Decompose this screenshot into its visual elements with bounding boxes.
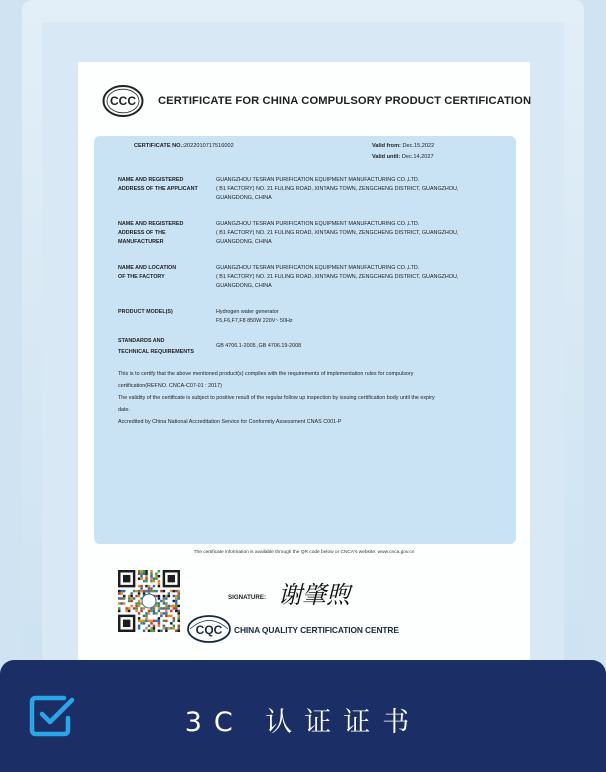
- qr-module: [140, 620, 142, 622]
- qr-module: [143, 622, 145, 624]
- qr-module: [163, 612, 165, 614]
- qr-module: [163, 597, 165, 599]
- qr-module: [140, 577, 142, 579]
- qr-module: [158, 620, 160, 622]
- qr-module: [148, 610, 150, 612]
- statement-line: This is to certify that the above mentioned product(s) complies with the requirements of implementation rules for compulsory: [118, 371, 414, 377]
- qr-module: [158, 582, 160, 584]
- label-line: PRODUCT MODEL(S): [118, 309, 173, 315]
- qr-module: [150, 590, 152, 592]
- qr-module: [125, 607, 127, 609]
- valid-until-value: Dec.14,2027: [401, 154, 434, 160]
- qr-module: [178, 630, 180, 632]
- qr-module: [165, 630, 167, 632]
- qr-module: [158, 630, 160, 632]
- qr-module: [118, 610, 120, 612]
- qr-module: [153, 625, 155, 627]
- qr-module: [163, 600, 165, 602]
- qr-module: [135, 607, 137, 609]
- label-line: STANDARDS AND: [118, 338, 165, 344]
- valid-until-label: Valid until:: [372, 154, 401, 160]
- qr-module: [178, 605, 180, 607]
- qr-module: [130, 600, 132, 602]
- qr-module: [178, 617, 180, 619]
- qr-module: [165, 627, 167, 629]
- qr-module: [130, 597, 132, 599]
- qr-module: [170, 590, 172, 592]
- qr-module: [133, 607, 135, 609]
- qr-module: [178, 590, 180, 592]
- qr-module: [143, 615, 145, 617]
- qr-module: [143, 607, 145, 609]
- qr-module: [158, 580, 160, 582]
- value-line: ( B1 FACTORY) NO. 21 FULING ROAD, XINTANG TOWN, ZENGCHENG DISTRICT, GUANGZHOU,: [216, 274, 459, 281]
- qr-module: [150, 587, 152, 589]
- qr-module: [170, 627, 172, 629]
- qr-module: [143, 570, 145, 572]
- qr-module: [145, 627, 147, 629]
- certificate-details-panel: [94, 136, 516, 544]
- qr-module: [148, 625, 150, 627]
- qr-module: [150, 575, 152, 577]
- qr-module: [145, 585, 147, 587]
- qr-module: [138, 602, 140, 604]
- qr-module: [118, 597, 120, 599]
- qr-module: [118, 592, 120, 594]
- certificate-header: [78, 84, 530, 124]
- qr-module: [173, 595, 175, 597]
- qr-module: [125, 610, 127, 612]
- qr-module: [118, 590, 120, 592]
- qr-module: [150, 580, 152, 582]
- valid-from-row: [372, 142, 434, 151]
- qr-module: [138, 592, 140, 594]
- ccc-mark-text: CCC: [110, 94, 136, 108]
- qr-module: [150, 630, 152, 632]
- qr-module: [140, 590, 142, 592]
- qr-module: [128, 595, 130, 597]
- qr-module: [155, 612, 157, 614]
- qr-module: [178, 610, 180, 612]
- qr-module: [170, 605, 172, 607]
- qr-module: [158, 597, 160, 599]
- qr-module: [155, 595, 157, 597]
- qr-module: [128, 607, 130, 609]
- qr-module: [153, 607, 155, 609]
- qr-module: [143, 620, 145, 622]
- value-line: GUANGDONG, CHINA: [216, 283, 272, 290]
- qr-module: [123, 602, 125, 604]
- qr-center-logo: [142, 594, 156, 608]
- label-line: OF THE FACTORY: [118, 274, 165, 280]
- standards-label: [118, 336, 206, 358]
- qr-module: [143, 592, 145, 594]
- qr-module: [175, 605, 177, 607]
- value-line: Hydrogen water generator: [216, 309, 279, 315]
- signature-text: 谢肇煦: [278, 581, 350, 609]
- qr-module: [150, 570, 152, 572]
- qr-module: [140, 575, 142, 577]
- qr-module: [163, 607, 165, 609]
- qr-module: [120, 590, 122, 592]
- qr-module: [163, 590, 165, 592]
- valid-from-value: Dec.15,2022: [402, 143, 435, 149]
- qr-module: [155, 590, 157, 592]
- qr-module: [120, 597, 122, 599]
- qr-module: [145, 580, 147, 582]
- cqc-logo-icon: [186, 614, 232, 644]
- qr-module: [163, 620, 165, 622]
- qr-module: [138, 625, 140, 627]
- cert-no-value: 2022010717516002: [183, 143, 234, 149]
- qr-module: [165, 612, 167, 614]
- qr-module: [138, 617, 140, 619]
- qr-module: [153, 630, 155, 632]
- qr-footer-note: The certificate information is available through the QR code below or CNCA's website: www.cnca.gov.cn: [193, 550, 415, 555]
- label-line: ADDRESS OF THE: [118, 230, 166, 236]
- qr-module: [168, 607, 170, 609]
- qr-module: [150, 620, 152, 622]
- qr-module: [158, 595, 160, 597]
- qr-module: [178, 625, 180, 627]
- qr-module: [148, 590, 150, 592]
- factory-value: [216, 264, 506, 292]
- qr-module: [153, 610, 155, 612]
- qr-module: [178, 612, 180, 614]
- qr-module: [123, 597, 125, 599]
- qr-module: [150, 577, 152, 579]
- qr-module: [140, 610, 142, 612]
- qr-module: [158, 622, 160, 624]
- qr-module: [155, 572, 157, 574]
- qr-module: [148, 612, 150, 614]
- qr-module: [145, 572, 147, 574]
- qr-module: [168, 592, 170, 594]
- qr-module: [160, 615, 162, 617]
- qr-module: [163, 625, 165, 627]
- qr-module: [133, 597, 135, 599]
- qr-module: [145, 575, 147, 577]
- qr-module: [145, 617, 147, 619]
- qr-module: [138, 572, 140, 574]
- ccc-logo-icon: [102, 84, 144, 118]
- qr-module: [168, 627, 170, 629]
- qr-module: [135, 610, 137, 612]
- qr-finder: [168, 575, 175, 582]
- qr-module: [150, 572, 152, 574]
- qr-module: [163, 627, 165, 629]
- value-line: GUANGZHOU TESRAN PURIFICATION EQUIPMENT MANUFACTURING CO.,LTD.: [216, 177, 420, 183]
- value-line: GUANGDONG, CHINA: [216, 195, 272, 202]
- product-model-value: [216, 308, 506, 326]
- certificate-title: CERTIFICATE FOR CHINA COMPULSORY PRODUCT CERTIFICATION: [158, 95, 532, 107]
- qr-module: [158, 570, 160, 572]
- statement-line: Accredited by China National Accreditation Service for Conformity Assessment CNAS C001-P: [118, 419, 342, 425]
- qr-module: [173, 607, 175, 609]
- qr-module: [143, 580, 145, 582]
- qr-module: [140, 622, 142, 624]
- qr-module: [175, 610, 177, 612]
- qr-module: [130, 595, 132, 597]
- qr-module: [145, 570, 147, 572]
- qr-module: [165, 615, 167, 617]
- certification-statement: [118, 368, 498, 428]
- signature-label: SIGNATURE:: [228, 594, 267, 601]
- qr-module: [158, 575, 160, 577]
- qr-module: [160, 630, 162, 632]
- qr-module: [118, 607, 120, 609]
- qr-module: [173, 620, 175, 622]
- value-line: GUANGDONG, CHINA: [216, 239, 272, 246]
- qr-code-icon[interactable]: [118, 570, 180, 632]
- qr-module: [173, 625, 175, 627]
- qr-module: [155, 577, 157, 579]
- qr-module: [120, 602, 122, 604]
- qr-module: [175, 595, 177, 597]
- manufacturer-label: [118, 220, 206, 247]
- qr-module: [170, 610, 172, 612]
- qr-module: [158, 610, 160, 612]
- qr-module: [165, 602, 167, 604]
- qr-module: [160, 600, 162, 602]
- qr-module: [175, 602, 177, 604]
- statement-line: certification(REFNO. CNCA-C07-01 : 2017): [118, 383, 222, 389]
- qr-module: [165, 620, 167, 622]
- value-line: F5,F6,F7,F8 850W 220V~ 50Hz: [216, 318, 293, 325]
- qr-module: [158, 602, 160, 604]
- label-line: TECHNICAL REQUIREMENTS: [118, 349, 194, 355]
- qr-module: [148, 585, 150, 587]
- value-line: GUANGZHOU TESRAN PURIFICATION EQUIPMENT MANUFACTURING CO.,LTD.: [216, 221, 420, 227]
- qr-module: [123, 590, 125, 592]
- signature-image: [274, 576, 364, 612]
- qr-module: [118, 602, 120, 604]
- qr-module: [135, 605, 137, 607]
- qr-module: [145, 620, 147, 622]
- qr-module: [138, 570, 140, 572]
- qr-module: [158, 605, 160, 607]
- issuer-name: CHINA QUALITY CERTIFICATION CENTRE: [234, 625, 399, 635]
- manufacturer-value: [216, 220, 506, 248]
- label-line: NAME AND REGISTERED: [118, 221, 184, 227]
- qr-module: [158, 585, 160, 587]
- qr-module: [135, 590, 137, 592]
- qr-module: [178, 615, 180, 617]
- qr-module: [138, 612, 140, 614]
- qr-module: [153, 620, 155, 622]
- qr-module: [140, 607, 142, 609]
- qr-module: [175, 590, 177, 592]
- qr-module: [153, 585, 155, 587]
- qr-module: [165, 610, 167, 612]
- qr-module: [153, 580, 155, 582]
- qr-module: [138, 600, 140, 602]
- qr-module: [138, 577, 140, 579]
- qr-module: [178, 595, 180, 597]
- bottom-banner: [0, 660, 606, 772]
- qr-module: [170, 622, 172, 624]
- qr-module: [138, 590, 140, 592]
- qr-module: [120, 592, 122, 594]
- banner-title: 3C 认证证书: [184, 707, 422, 738]
- qr-module: [133, 590, 135, 592]
- qr-module: [138, 605, 140, 607]
- qr-module: [178, 620, 180, 622]
- product-model-label: [118, 308, 206, 317]
- factory-label: [118, 264, 206, 282]
- qr-module: [140, 570, 142, 572]
- qr-module: [175, 597, 177, 599]
- qr-module: [138, 627, 140, 629]
- qr-module: [175, 607, 177, 609]
- label-line: NAME AND REGISTERED: [118, 177, 184, 183]
- qr-module: [153, 612, 155, 614]
- qr-module: [140, 587, 142, 589]
- applicant-label: [118, 176, 206, 194]
- qr-module: [178, 592, 180, 594]
- qr-module: [173, 617, 175, 619]
- qr-finder: [123, 575, 130, 582]
- qr-module: [173, 600, 175, 602]
- standards-value: [216, 342, 506, 351]
- qr-module: [173, 590, 175, 592]
- qr-module: [145, 577, 147, 579]
- qr-module: [135, 602, 137, 604]
- qr-module: [173, 605, 175, 607]
- qr-module: [165, 597, 167, 599]
- qr-finder: [123, 620, 130, 627]
- qr-module: [143, 630, 145, 632]
- applicant-value: [216, 176, 506, 204]
- qr-module: [148, 620, 150, 622]
- qr-module: [173, 627, 175, 629]
- qr-module: [155, 605, 157, 607]
- qr-module: [160, 612, 162, 614]
- qr-module: [143, 572, 145, 574]
- qr-module: [158, 607, 160, 609]
- value-line: GB 4706.1-2005 ,GB 4706.19-2008: [216, 343, 302, 349]
- qr-module: [148, 630, 150, 632]
- qr-module: [160, 607, 162, 609]
- qr-module: [148, 587, 150, 589]
- label-line: ADDRESS OF THE APPLICANT: [118, 186, 198, 192]
- qr-module: [165, 595, 167, 597]
- qr-module: [130, 605, 132, 607]
- qr-module: [128, 597, 130, 599]
- qr-module: [145, 612, 147, 614]
- qr-module: [123, 595, 125, 597]
- qr-module: [163, 595, 165, 597]
- qr-module: [145, 615, 147, 617]
- qr-module: [153, 577, 155, 579]
- qr-module: [128, 610, 130, 612]
- qr-module: [150, 627, 152, 629]
- label-line: NAME AND LOCATION: [118, 265, 177, 271]
- qr-module: [168, 595, 170, 597]
- qr-module: [155, 575, 157, 577]
- certificate-sheet: [78, 62, 530, 672]
- qr-module: [150, 610, 152, 612]
- qr-module: [163, 602, 165, 604]
- value-line: ( B1 FACTORY) NO. 21 FULING ROAD, XINTANG TOWN, ZENGCHENG DISTRICT, GUANGZHOU,: [216, 230, 459, 237]
- qr-module: [153, 590, 155, 592]
- qr-module: [155, 620, 157, 622]
- qr-module: [138, 595, 140, 597]
- cert-no-label: CERTIFICATE NO.:: [134, 143, 184, 149]
- qr-module: [165, 607, 167, 609]
- qr-module: [153, 627, 155, 629]
- cqc-mark-text: CQC: [195, 623, 223, 637]
- label-line: MANUFACTURER: [118, 239, 164, 245]
- valid-until-row: [372, 153, 434, 162]
- statement-line: The validity of the certificate is subject to positive result of the regular follow up inspection by issuing certification body until the expiry: [118, 395, 435, 401]
- qr-module: [175, 630, 177, 632]
- valid-from-label: Valid from:: [372, 143, 401, 149]
- qr-module: [128, 600, 130, 602]
- qr-module: [158, 617, 160, 619]
- statement-line: date.: [118, 407, 130, 413]
- qr-module: [138, 620, 140, 622]
- qr-module: [178, 597, 180, 599]
- qr-module: [143, 590, 145, 592]
- cert-no-row: [134, 142, 234, 151]
- qr-module: [170, 615, 172, 617]
- qr-module: [140, 572, 142, 574]
- qr-module: [168, 615, 170, 617]
- qr-module: [135, 595, 137, 597]
- value-line: ( B1 FACTORY) NO. 21 FULING ROAD, XINTANG TOWN, ZENGCHENG DISTRICT, GUANGZHOU,: [216, 186, 459, 193]
- qr-module: [158, 625, 160, 627]
- qr-module: [140, 585, 142, 587]
- qr-module: [165, 605, 167, 607]
- qr-module: [130, 592, 132, 594]
- qr-module: [175, 600, 177, 602]
- qr-module: [178, 627, 180, 629]
- qr-module: [160, 590, 162, 592]
- qr-module: [145, 590, 147, 592]
- value-line: GUANGZHOU TESRAN PURIFICATION EQUIPMENT MANUFACTURING CO.,LTD.: [216, 265, 420, 271]
- qr-module: [150, 622, 152, 624]
- qr-module: [168, 605, 170, 607]
- qr-module: [138, 585, 140, 587]
